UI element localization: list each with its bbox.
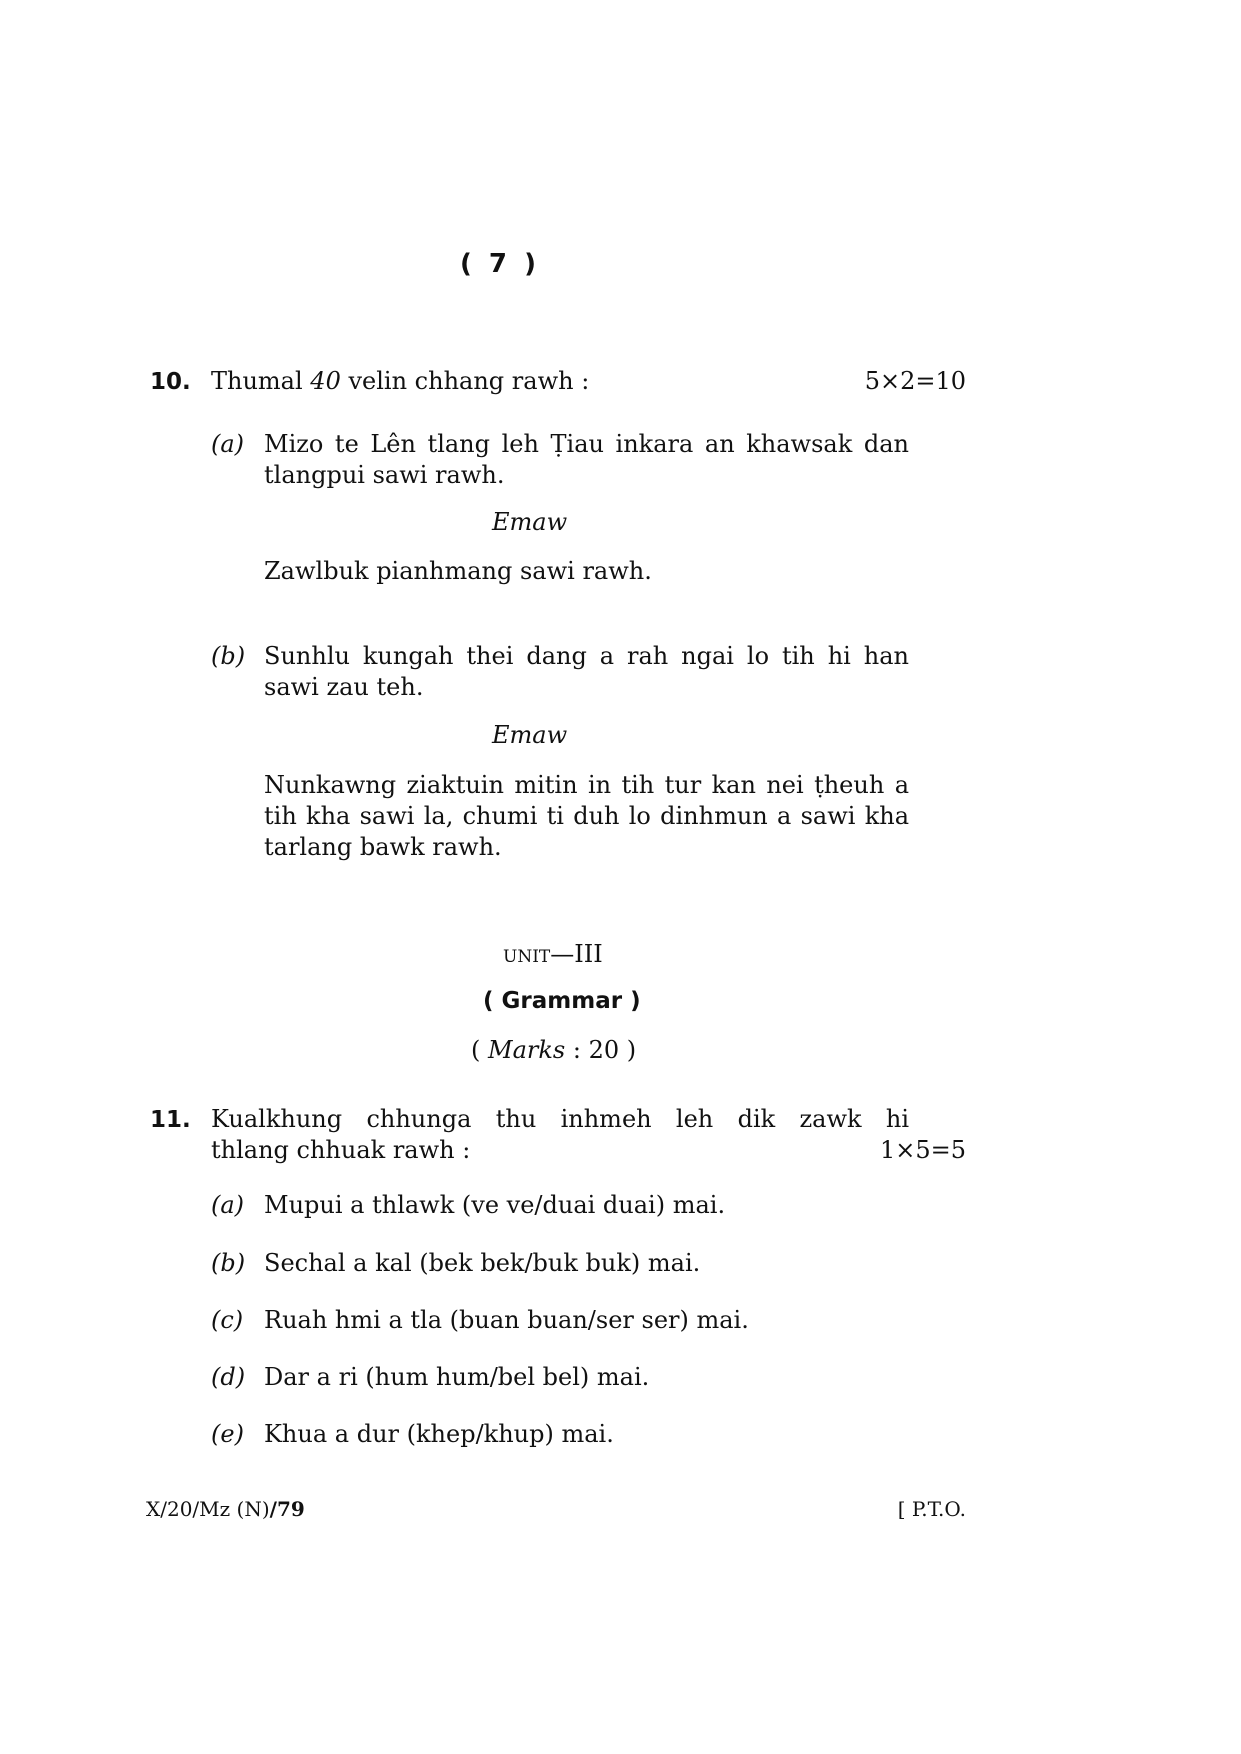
unit-number: —III	[550, 940, 603, 968]
section-subtitle: ( Grammar )	[483, 988, 641, 1014]
text-line: Kualkhung chhunga thu inhmeh leh dik zawk hi	[211, 1105, 909, 1133]
option-label: (c)	[211, 1306, 244, 1334]
option-text: Dar a ri (hum hum/bel bel) mai.	[264, 1363, 650, 1391]
text-line: Nunkawng ziaktuin mitin in tih tur kan nei ṭheuh a	[264, 771, 909, 799]
text-line: Mizo te Lên tlang leh Ṭiau inkara an khawsak dan	[264, 430, 909, 458]
option-label: (b)	[211, 1249, 246, 1277]
or-separator: Emaw	[492, 508, 568, 536]
paper-code-number: /79	[269, 1497, 305, 1521]
option-text	[264, 641, 909, 703]
alternative-text	[264, 770, 909, 863]
option-label: (b)	[211, 642, 246, 670]
text-line: tih kha sawi la, chumi ti duh lo dinhmun a sawi kha	[264, 802, 909, 830]
marks-allocation: 1×5=5	[879, 1136, 966, 1164]
question-stem	[211, 1104, 909, 1166]
option-label: (e)	[211, 1420, 244, 1448]
paper-code	[146, 1494, 305, 1525]
question-number: 11.	[150, 1107, 191, 1133]
unit-title	[503, 939, 603, 970]
option-label: (a)	[211, 1191, 245, 1219]
text-line: Sunhlu kungah thei dang a rah ngai lo tih hi han	[264, 642, 909, 670]
question-stem	[211, 366, 589, 397]
pto-note: [ P.T.O.	[897, 1497, 966, 1521]
paper-code-text: X/20/Mz (N)	[146, 1497, 270, 1521]
marks-paren: (	[471, 1036, 488, 1064]
option-text: Sechal a kal (bek bek/buk buk) mai.	[264, 1249, 701, 1277]
unit-word: unit	[503, 940, 551, 968]
text-line: tarlang bawk rawh.	[264, 833, 502, 861]
text-line: sawi zau teh.	[264, 673, 424, 701]
stem-number: 40	[310, 367, 341, 395]
page-number: ( 7 )	[460, 249, 540, 279]
question-number: 10.	[150, 369, 191, 395]
marks-word: Marks	[488, 1036, 566, 1064]
option-text: Ruah hmi a tla (buan buan/ser ser) mai.	[264, 1306, 749, 1334]
section-marks	[471, 1035, 636, 1066]
or-separator: Emaw	[492, 721, 568, 749]
text-line: tlangpui sawi rawh.	[264, 461, 505, 489]
stem-text: Thumal	[211, 367, 311, 395]
option-label: (d)	[211, 1363, 246, 1391]
marks-value: : 20 )	[565, 1036, 637, 1064]
option-text	[264, 429, 909, 491]
marks-allocation: 5×2=10	[864, 367, 966, 395]
stem-text: velin chhang rawh :	[340, 367, 590, 395]
text-line: thlang chhuak rawh :	[211, 1136, 471, 1164]
alternative-text: Zawlbuk pianhmang sawi rawh.	[264, 557, 652, 585]
option-label: (a)	[211, 430, 245, 458]
option-text: Mupui a thlawk (ve ve/duai duai) mai.	[264, 1191, 726, 1219]
option-text: Khua a dur (khep/khup) mai.	[264, 1420, 614, 1448]
